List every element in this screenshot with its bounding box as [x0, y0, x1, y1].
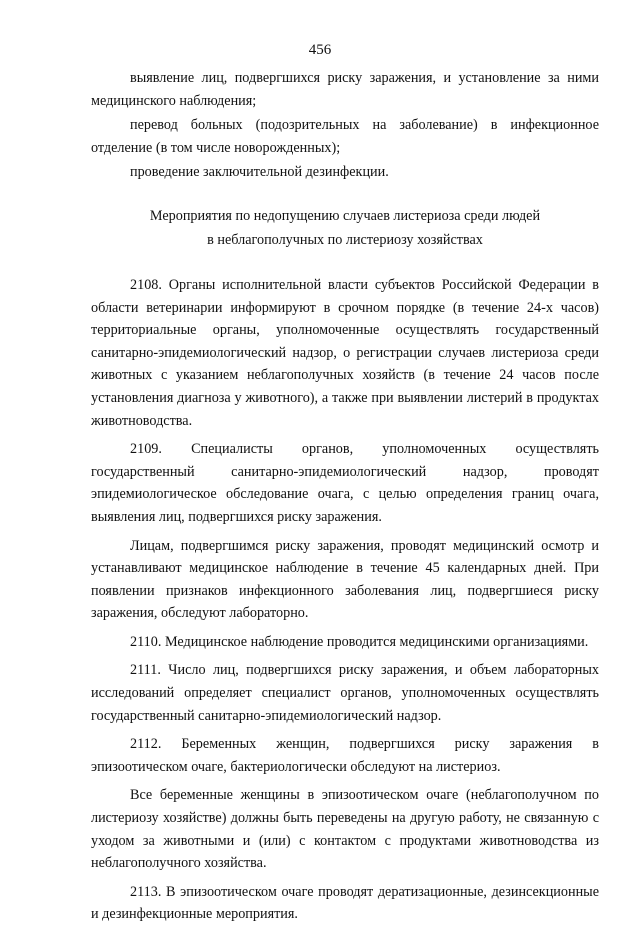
lead-paragraph: проведение заключительной дезинфекции.	[130, 164, 389, 181]
page-number: 456	[308, 42, 332, 58]
lead-paragraph: перевод больных (подозрительных на заболевание) в инфекционное отделение (в том числе новорожденных);	[91, 117, 599, 156]
paragraph-2113: 2113. В эпизоотическом очаге проводят дератизационные, дезинсекционные и дезинфекционные мероприятия.	[91, 883, 599, 923]
paragraph-2111: 2111. Число лиц, подвергшихся риску заражения, и объем лабораторных исследований определяет специалист органов, уполномоченных осуществлять государственный санитарно-эпидемиологический надзор.	[91, 662, 599, 724]
section-heading	[91, 204, 599, 252]
paragraph-2110: 2110. Медицинское наблюдение проводится медицинскими организациями.	[130, 633, 589, 650]
section-heading-line: Мероприятия по недопущению случаев листериоза среди людей	[149, 207, 541, 224]
paragraph-2108: 2108. Органы исполнительной власти субъектов Российской Федерации в области ветеринарии информируют в срочном порядке (в течение 24-х часов) территориальные органы, уполномоченные осуществлять государственный санитарно-эпидемиологический надзор, о регистрации случаев листериоза среди животных с указанием неблагополучных хозяйств (в течение 24 часов после установления диагноза у животного), а также при выявлении листерий в продуктах животноводства.	[91, 276, 599, 429]
paragraph-2109-continued: Лицам, подвергшимся риску заражения, проводят медицинский осмотр и устанавливают медицинское наблюдение в течение 45 календарных дней. При появлении признаков инфекционного заболевания лиц, подвергшиеся риску заражения, обследуют лабораторно.	[91, 537, 599, 622]
section-heading-line: в неблагополучных по листериозу хозяйствах	[207, 231, 483, 248]
lead-paragraph: выявление лиц, подвергшихся риску заражения, и установление за ними медицинского наблюдения;	[91, 70, 599, 109]
paragraph-2112-continued: Все беременные женщины в эпизоотическом очаге (неблагополучном по листериозу хозяйстве) должны быть переведены на другую работу, не связанную с уходом за животными и (или) с контактом с продуктами животноводства из неблагополучного хозяйства.	[91, 787, 599, 872]
document-body	[91, 67, 599, 926]
paragraph-2109: 2109. Специалисты органов, уполномоченных осуществлять государственный санитарно-эпидемиологический надзор, проводят эпидемиологическое обследование очага, с целью определения границ очага, выявления лиц, подвергшихся риску заражения.	[91, 441, 599, 525]
paragraph-2112: 2112. Беременных женщин, подвергшихся риску заражения в эпизоотическом очаге, бактериологически обследуют на листериоз.	[91, 736, 599, 775]
